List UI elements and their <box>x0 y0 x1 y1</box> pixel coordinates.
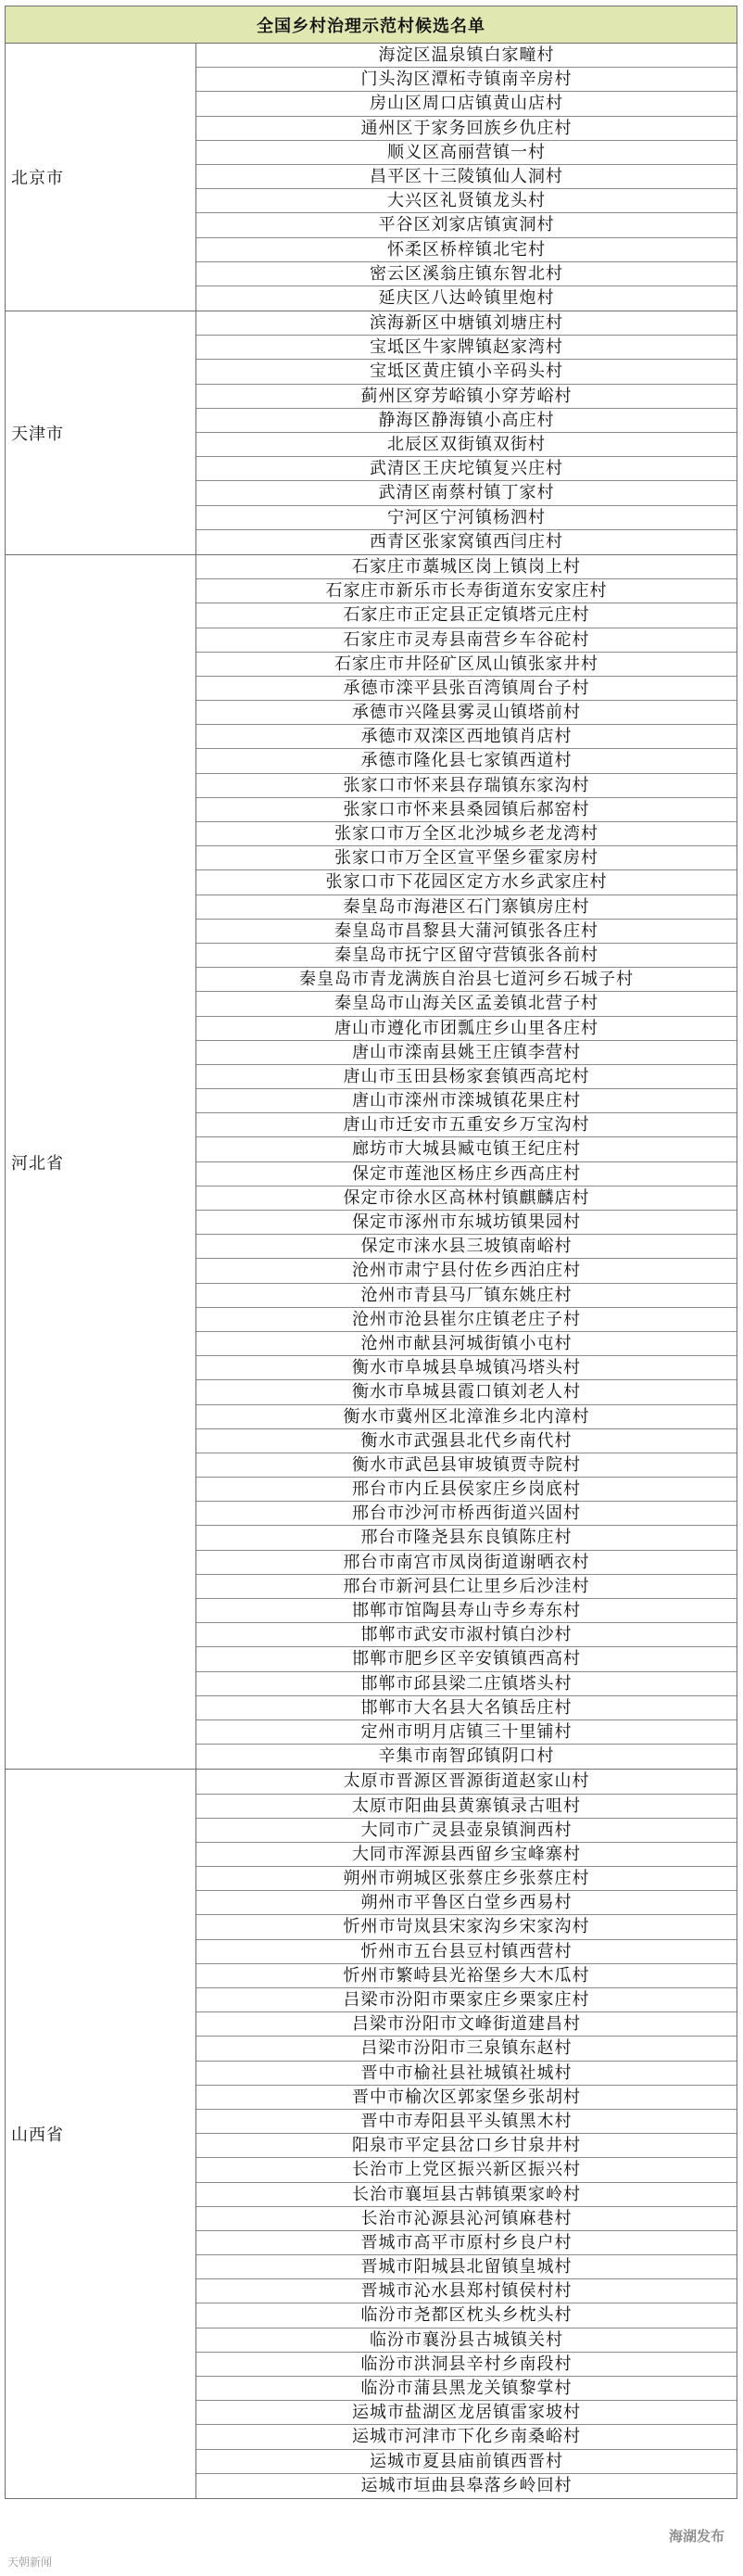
village-row: 怀柔区桥梓镇北宅村 <box>196 238 737 262</box>
village-row: 朔州市朔城区张蔡庄乡张蔡庄村 <box>196 1867 737 1891</box>
village-row: 武清区王庆坨镇复兴庄村 <box>196 457 737 481</box>
village-row: 保定市徐水区高林村镇麒麟店村 <box>196 1186 737 1211</box>
village-row: 邢台市沙河市桥西街道兴固村 <box>196 1502 737 1526</box>
village-list <box>196 44 737 311</box>
village-row: 运城市垣曲县皋落乡岭回村 <box>360 2475 573 2495</box>
village-row: 秦皇岛市青龙满族自治县七道河乡石城子村 <box>196 968 737 992</box>
village-row: 石家庄市灵寿县南营乡车谷砣村 <box>196 628 737 653</box>
village-row: 朔州市平鲁区白堂乡西易村 <box>196 1891 737 1915</box>
village-row: 张家口市下花园区定方水乡武家庄村 <box>196 870 737 895</box>
village-row: 保定市涞水县三坡镇南峪村 <box>196 1235 737 1259</box>
province-cell: 天津市 <box>6 311 196 554</box>
village-row: 昌平区十三陵镇仙人洞村 <box>196 165 737 189</box>
village-row: 房山区周口店镇黄山店村 <box>196 92 737 116</box>
village-row: 唐山市迁安市五重安乡万宝沟村 <box>196 1113 737 1137</box>
village-row: 衡水市武强县北代乡南代村 <box>196 1429 737 1453</box>
province-group <box>6 311 737 555</box>
province-cell: 山西省 <box>6 1770 196 2498</box>
village-row: 运城市河津市下化乡南桑峪村 <box>196 2425 737 2449</box>
village-row: 张家口市万全区北沙城乡老龙湾村 <box>196 822 737 846</box>
village-row: 邢台市内丘县侯家庄乡岗底村 <box>196 1478 737 1502</box>
village-row: 北辰区双街镇双街村 <box>196 433 737 457</box>
village-row: 滨海新区中塘镇刘塘庄村 <box>196 311 737 336</box>
village-row: 衡水市武邑县审坡镇贾寺院村 <box>196 1453 737 1478</box>
village-row: 晋中市寿阳县平头镇黑木村 <box>196 2110 737 2134</box>
village-row: 运城市夏县庙前镇西晋村 <box>196 2450 737 2474</box>
village-row: 石家庄市正定县正定镇塔元庄村 <box>196 603 737 628</box>
page-title: 全国乡村治理示范村候选名单 <box>5 6 737 44</box>
village-row: 承德市滦平县张百湾镇周台子村 <box>196 677 737 701</box>
village-row: 石家庄市井陉矿区凤山镇张家井村 <box>196 653 737 677</box>
village-row: 石家庄市藁城区岗上镇岗上村 <box>196 555 737 579</box>
village-row: 邯郸市邱县梁二庄镇塔头村 <box>196 1672 737 1696</box>
village-row: 运城市盐湖区龙居镇雷家坡村 <box>196 2401 737 2425</box>
village-row: 延庆区八达岭镇里炮村 <box>378 287 555 308</box>
village-list <box>196 1770 737 2498</box>
village-row: 太原市晋源区晋源街道赵家山村 <box>196 1770 737 1794</box>
village-row: 通州区于家务回族乡仇庄村 <box>196 117 737 141</box>
village-row: 张家口市万全区宣平堡乡霍家房村 <box>196 846 737 870</box>
watermark-left: 天朝新闻 <box>7 2556 53 2569</box>
village-row: 海淀区温泉镇白家疃村 <box>196 44 737 68</box>
village-row: 临汾市襄汾县古城镇关村 <box>196 2329 737 2353</box>
village-row: 阳泉市平定县岔口乡甘泉井村 <box>196 2134 737 2158</box>
candidate-table <box>5 44 737 2499</box>
village-row: 武清区南蔡村镇丁家村 <box>196 481 737 505</box>
village-row: 晋城市沁水县郑村镇侯村村 <box>196 2279 737 2303</box>
village-row: 邯郸市馆陶县寿山寺乡寿东村 <box>196 1599 737 1623</box>
village-row: 沧州市青县马厂镇东姚庄村 <box>196 1284 737 1308</box>
village-row: 张家口市怀来县存瑞镇东家沟村 <box>196 774 737 798</box>
village-row: 平谷区刘家店镇寅洞村 <box>196 213 737 237</box>
village-row: 宝坻区牛家牌镇赵家湾村 <box>196 336 737 360</box>
village-row: 门头沟区潭柘寺镇南辛房村 <box>196 68 737 92</box>
village-row: 临汾市蒲县黑龙关镇黎掌村 <box>196 2377 737 2401</box>
village-row: 邢台市隆尧县东良镇陈庄村 <box>196 1526 737 1550</box>
village-row: 长治市襄垣县古韩镇栗家岭村 <box>196 2183 737 2207</box>
province-cell: 北京市 <box>6 44 196 311</box>
village-row: 邢台市新河县仁让里乡后沙洼村 <box>196 1575 737 1599</box>
village-row: 保定市莲池区杨庄乡西高庄村 <box>196 1162 737 1186</box>
village-row: 吕梁市汾阳市文峰街道建昌村 <box>196 2012 737 2037</box>
village-row: 沧州市肃宁县付佐乡西泊庄村 <box>196 1259 737 1283</box>
village-row: 衡水市阜城县霞口镇刘老人村 <box>196 1380 737 1404</box>
village-row: 唐山市滦南县姚王庄镇李营村 <box>196 1041 737 1065</box>
village-row: 秦皇岛市抚宁区留守营镇张各前村 <box>196 944 737 968</box>
village-row: 吕梁市汾阳市三泉镇东赵村 <box>196 2037 737 2061</box>
village-row: 静海区静海镇小高庄村 <box>196 409 737 433</box>
village-row: 秦皇岛市海港区石门寨镇房庄村 <box>196 895 737 920</box>
village-row: 衡水市冀州区北漳淮乡北内漳村 <box>196 1405 737 1429</box>
village-row: 保定市涿州市东城坊镇果园村 <box>196 1211 737 1235</box>
village-row: 长治市沁源县沁河镇麻巷村 <box>196 2207 737 2231</box>
village-row: 唐山市滦州市滦城镇花果庄村 <box>196 1089 737 1113</box>
village-row: 石家庄市新乐市长寿街道东安家庄村 <box>196 579 737 603</box>
province-group <box>6 44 737 311</box>
village-list <box>196 311 737 554</box>
village-row: 承德市兴隆县雾灵山镇塔前村 <box>196 701 737 725</box>
village-row: 唐山市玉田县杨家套镇西高坨村 <box>196 1065 737 1089</box>
village-row: 忻州市五台县豆村镇西营村 <box>196 1940 737 1964</box>
village-row: 宝坻区黄庄镇小辛码头村 <box>196 360 737 384</box>
village-row: 邢台市南宫市凤岗街道谢晒衣村 <box>196 1551 737 1575</box>
village-row: 长治市上党区振兴新区振兴村 <box>196 2158 737 2182</box>
village-row: 邯郸市大名县大名镇岳庄村 <box>196 1696 737 1720</box>
province-cell: 河北省 <box>6 555 196 1769</box>
watermark-right: 海湖发布 <box>668 2528 724 2544</box>
village-row: 晋中市榆次区郭家堡乡张胡村 <box>196 2086 737 2110</box>
village-row: 定州市明月店镇三十里铺村 <box>196 1720 737 1745</box>
village-row: 密云区溪翁庄镇东智北村 <box>196 262 737 286</box>
village-row: 张家口市怀来县桑园镇后郝窑村 <box>196 798 737 822</box>
province-group <box>6 1770 737 2499</box>
village-row: 晋中市榆社县社城镇社城村 <box>196 2062 737 2086</box>
village-row: 辛集市南智邱镇阴口村 <box>378 1746 555 1767</box>
village-row: 唐山市遵化市团瓢庄乡山里各庄村 <box>196 1017 737 1041</box>
village-row: 邯郸市武安市淑村镇白沙村 <box>196 1623 737 1647</box>
village-list <box>196 555 737 1769</box>
province-group <box>6 555 737 1770</box>
village-row: 衡水市阜城县阜城镇冯塔头村 <box>196 1356 737 1380</box>
village-row: 廊坊市大城县臧屯镇王纪庄村 <box>196 1137 737 1161</box>
village-row: 吕梁市汾阳市栗家庄乡栗家庄村 <box>196 1988 737 2012</box>
village-row: 大同市浑源县西留乡宝峰寨村 <box>196 1843 737 1867</box>
village-row: 秦皇岛市昌黎县大蒲河镇张各庄村 <box>196 920 737 944</box>
village-row: 临汾市尧都区枕头乡枕头村 <box>196 2303 737 2328</box>
village-row: 忻州市岢岚县宋家沟乡宋家沟村 <box>196 1915 737 1939</box>
village-row: 太原市阳曲县黄寨镇录古咀村 <box>196 1795 737 1819</box>
village-row: 蓟州区穿芳峪镇小穿芳峪村 <box>196 385 737 409</box>
village-row: 大兴区礼贤镇龙头村 <box>196 189 737 213</box>
village-row: 承德市隆化县七家镇西道村 <box>196 749 737 773</box>
village-row: 顺义区高丽营镇一村 <box>196 141 737 165</box>
village-row: 沧州市沧县崔尔庄镇老庄子村 <box>196 1308 737 1332</box>
village-row: 临汾市洪洞县辛村乡南段村 <box>196 2353 737 2377</box>
village-row: 宁河区宁河镇杨泗村 <box>196 506 737 530</box>
village-row: 秦皇岛市山海关区孟姜镇北营子村 <box>196 992 737 1016</box>
village-row: 承德市双滦区西地镇肖店村 <box>196 725 737 749</box>
village-row: 晋城市阳城县北留镇皇城村 <box>196 2255 737 2279</box>
village-row: 西青区张家窝镇西闫庄村 <box>370 531 563 552</box>
village-row: 邯郸市肥乡区辛安镇镇西高村 <box>196 1647 737 1671</box>
village-row: 晋城市高平市原村乡良户村 <box>196 2231 737 2255</box>
village-row: 沧州市献县河城街镇小屯村 <box>196 1332 737 1356</box>
village-row: 大同市广灵县壶泉镇涧西村 <box>196 1819 737 1843</box>
village-row: 忻州市繁峙县光裕堡乡大木瓜村 <box>196 1964 737 1988</box>
